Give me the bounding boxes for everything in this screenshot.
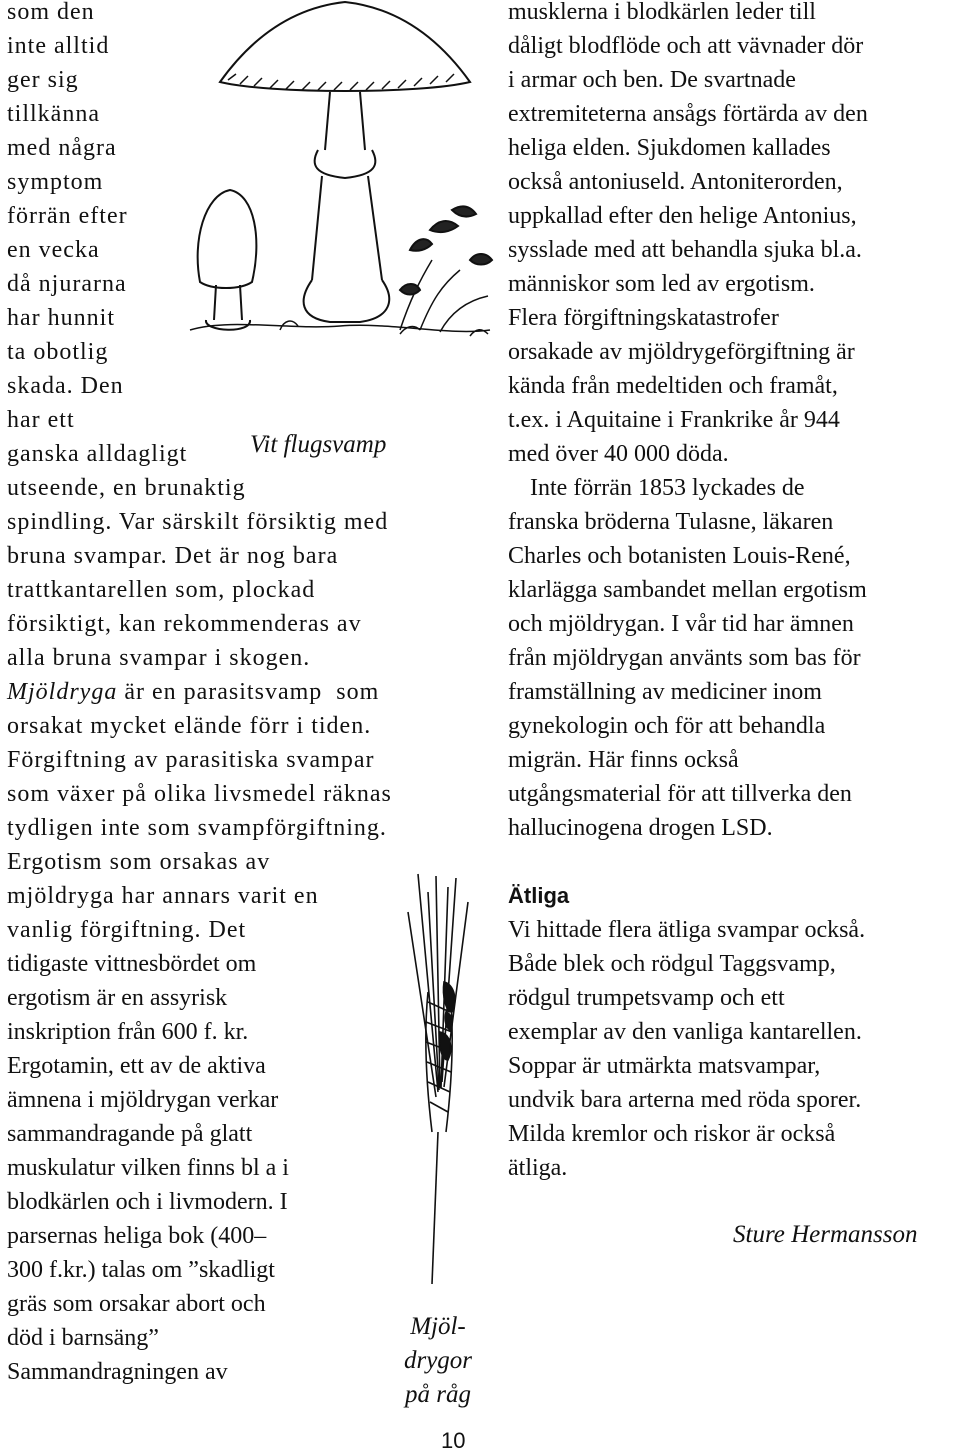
left-text-line: utseende, en brunaktig [7, 475, 246, 501]
ergot-rye-illustration [398, 872, 478, 1292]
right-text-line: klarlägga sambandet mellan ergotism [508, 577, 867, 603]
author-signature: Sture Hermansson [733, 1221, 918, 1248]
right-text-line: framställning av mediciner inom [508, 679, 822, 705]
left-text-line: mjöldryga har annars varit en [7, 883, 319, 909]
page-number: 10 [441, 1428, 466, 1453]
right-text-line: migrän. Här finns också [508, 747, 739, 773]
left-text-line: alla bruna svampar i skogen. [7, 645, 311, 671]
left-text-line: ta obotlig [7, 339, 109, 365]
right-text-line: heliga elden. Sjukdomen kallades [508, 135, 831, 161]
left-text-line: som växer på olika livsmedel räknas [7, 781, 392, 807]
left-text-line: ger sig [7, 67, 79, 93]
fly-agaric-illustration [170, 0, 510, 440]
left-text-line: en vecka [7, 237, 100, 263]
right-text-line: extremiteterna ansågs förtärda av den [508, 101, 868, 127]
left-text-line: parsernas heliga bok (400– [7, 1223, 267, 1249]
right-text-line: Flera förgiftningskatastrofer [508, 305, 779, 331]
right-text-line: i armar och ben. De svartnade [508, 67, 796, 93]
left-text-line: död i barnsäng” [7, 1325, 159, 1351]
left-text-line: som den [7, 0, 95, 25]
right-text-line: undvik bara arterna med röda sporer. [508, 1087, 862, 1113]
left-text-line: muskulatur vilken finns bl a i [7, 1155, 289, 1181]
section-heading-atliga: Ätliga [508, 883, 570, 908]
right-text-line: människor som led av ergotism. [508, 271, 815, 297]
left-text-line: bruna svampar. Det är nog bara [7, 543, 339, 569]
left-text-line: försiktigt, kan rekommenderas av [7, 611, 362, 637]
left-text-line: tillkänna [7, 101, 100, 127]
right-text-line: Vi hittade flera ätliga svampar också. [508, 917, 866, 943]
left-text-line: trattkantarellen som, plockad [7, 577, 316, 603]
left-text-line: inte alltid [7, 33, 110, 59]
right-text-line: och mjöldrygan. I vår tid har ämnen [508, 611, 854, 637]
left-text-line: Sammandragningen av [7, 1359, 228, 1385]
left-text-line: förrän efter [7, 203, 128, 229]
right-text-line: sysslade med att behandla sjuka bl.a. [508, 237, 862, 263]
right-text-line: uppkallad efter den helige Antonius, [508, 203, 857, 229]
mushroom-caption: Vit flugsvamp [250, 431, 387, 458]
right-text-line: gynekologin och för att behandla [508, 713, 826, 739]
left-text-line: tydligen inte som svampförgiftning. [7, 815, 387, 841]
right-text-line: rödgul trumpetsvamp och ett [508, 985, 785, 1011]
left-text-line: ganska alldagligt [7, 441, 188, 467]
rye-caption-line: Mjöl- [410, 1313, 466, 1340]
left-text-line: med några [7, 135, 117, 161]
right-text-line: Milda kremlor och riskor är också [508, 1121, 836, 1147]
right-text-line: Inte förrän 1853 lyckades de [530, 475, 805, 501]
rye-caption [398, 1310, 478, 1412]
left-text-line: ämnena i mjöldrygan verkar [7, 1087, 279, 1113]
right-text-line: från mjöldrygan använts som bas för [508, 645, 861, 671]
right-text-line: kända från medeltiden och framåt, [508, 373, 838, 399]
left-text-line: skada. Den [7, 373, 124, 399]
left-text-line: inskription från 600 f. kr. [7, 1019, 249, 1045]
right-text-line: orsakade av mjöldrygeförgiftning är [508, 339, 855, 365]
left-text-line: orsakat mycket elände förr i tiden. [7, 713, 372, 739]
right-text-line: Både blek och rödgul Taggsvamp, [508, 951, 836, 977]
right-text-line: också antoniuseld. Antoniterorden, [508, 169, 843, 195]
left-text-line: Ergotamin, ett av de aktiva [7, 1053, 266, 1079]
left-text-line: sammandragande på glatt [7, 1121, 253, 1147]
left-text-line: Ergotism som orsakas av [7, 849, 271, 875]
right-text-line: t.ex. i Aquitaine i Frankrike år 944 [508, 407, 840, 433]
mjoldryga-term: Mjöldryga [7, 679, 118, 705]
left-text-line: symptom [7, 169, 104, 195]
right-text-line: exemplar av den vanliga kantarellen. [508, 1019, 862, 1045]
mjoldryga-rest: är en parasitsvamp som [117, 679, 380, 705]
right-text-line: med över 40 000 döda. [508, 441, 729, 467]
rye-caption-line: drygor [403, 1347, 473, 1374]
left-text-line: vanlig förgiftning. Det [7, 917, 247, 943]
left-text-line [7, 675, 379, 709]
right-text-line: ätliga. [508, 1155, 568, 1181]
right-text-line: musklerna i blodkärlen leder till [508, 0, 816, 25]
left-text-line: 300 f.kr.) talas om ”skadligt [7, 1257, 275, 1283]
left-text-line: spindling. Var särskilt försiktig med [7, 509, 389, 535]
left-text-line: ergotism är en assyrisk [7, 985, 228, 1011]
right-text-line: dåligt blodflöde och att vävnader dör [508, 33, 864, 59]
left-text-line: blodkärlen och i livmodern. I [7, 1189, 288, 1215]
right-text-line: Soppar är utmärkta matsvampar, [508, 1053, 821, 1079]
left-text-line: då njurarna [7, 271, 127, 297]
left-text-line: tidigaste vittnesbördet om [7, 951, 257, 977]
right-text-line: utgångsmaterial för att tillverka den [508, 781, 852, 807]
right-text-line: hallucinogena drogen LSD. [508, 815, 773, 841]
left-text-line: har ett [7, 407, 75, 433]
rye-caption-line: på råg [405, 1381, 471, 1408]
left-text-line: gräs som orsakar abort och [7, 1291, 266, 1317]
left-text-line: har hunnit [7, 305, 115, 331]
right-text-line: franska bröderna Tulasne, läkaren [508, 509, 834, 535]
left-text-line: Förgiftning av parasitiska svampar [7, 747, 375, 773]
right-text-line: Charles och botanisten Louis-René, [508, 543, 851, 569]
